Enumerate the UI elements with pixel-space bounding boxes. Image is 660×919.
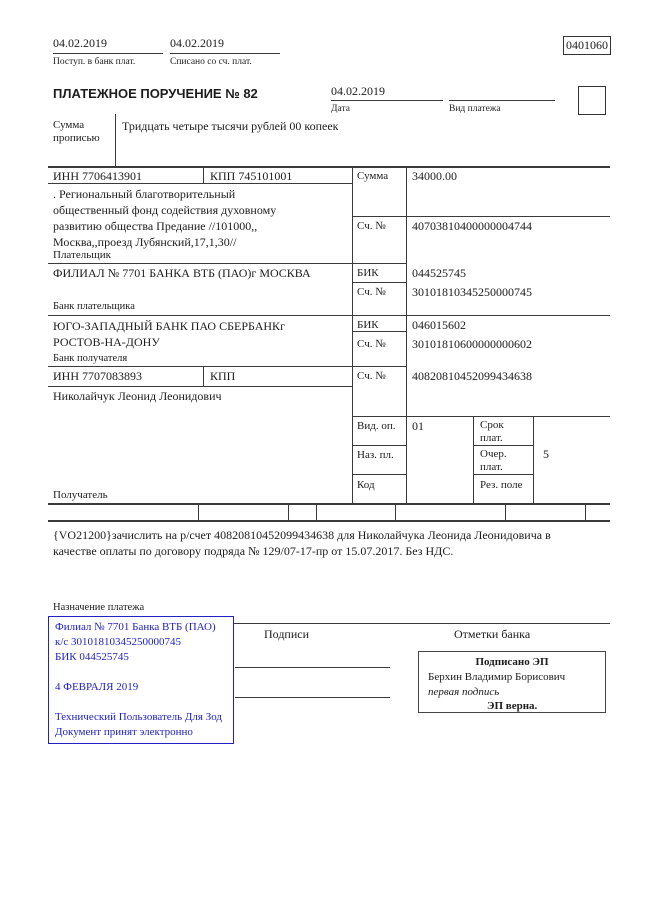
amount-value: 34000.00 [412, 169, 457, 183]
divider [473, 416, 474, 503]
divider [473, 445, 533, 446]
stamp-line [55, 665, 227, 680]
payer-label: Плательщик [53, 249, 111, 261]
purpose-code-label: Наз. пл. [357, 449, 394, 461]
payee-bank-account-label: Сч. № [357, 338, 386, 350]
priority-label: Очер. плат. [480, 448, 507, 473]
payee-bank-bik: 046015602 [412, 318, 466, 332]
received-date: 04.02.2019 [53, 36, 107, 50]
debited-date: 04.02.2019 [170, 36, 224, 50]
divider [316, 503, 317, 520]
signature-line [235, 667, 390, 668]
stamp-line: Филиал № 7701 Банка ВТБ (ПАО) [55, 621, 216, 633]
divider [352, 282, 406, 283]
stamp-line: Технический Пользователь Для Зод [55, 711, 223, 723]
stamp-line: 4 ФЕВРАЛЯ 2019 [55, 681, 139, 693]
payer-bank-label: Банк плательщика [53, 301, 135, 312]
divider [203, 366, 204, 386]
priority-value: 5 [543, 447, 549, 461]
table-bottom-border [48, 520, 610, 522]
divider [352, 445, 406, 446]
date-label: Дата [331, 104, 350, 114]
payer-kpp: КПП 745101001 [210, 169, 293, 183]
payee-account-label: Сч. № [357, 370, 386, 382]
payer-bank-name: ФИЛИАЛ № 7701 БАНКА ВТБ (ПАО)г МОСКВА [53, 266, 311, 280]
op-kind-label: Вид. оп. [357, 420, 396, 432]
bank-acceptance-stamp [48, 616, 234, 744]
divider [395, 503, 396, 520]
payer-name: . Региональный благотворительный общественный фонд содействия духовному развитию общества Предание //101000,, Москва,,проезд Лубянский,17,1,30// [53, 187, 277, 249]
divider [505, 503, 506, 520]
payer-bank-bik: 044525745 [412, 266, 466, 280]
divider [48, 315, 610, 316]
op-kind-value: 01 [412, 419, 424, 433]
purpose-label: Назначение платежа [53, 602, 145, 613]
payee-kpp-label: КПП [210, 369, 236, 383]
payee-account: 40820810452099434638 [412, 369, 532, 383]
amount-words-label: Сумма прописью [53, 119, 100, 144]
divider [352, 216, 610, 217]
e-signature-verified: ЭП верна. [487, 700, 538, 712]
payer-bank-bik-label: БИК [357, 267, 379, 279]
divider [233, 623, 610, 624]
divider [473, 474, 533, 475]
divider [48, 386, 352, 387]
e-signature-title: Подписано ЭП [475, 656, 549, 668]
divider [352, 416, 610, 417]
stamp-line: БИК 044525745 [55, 651, 129, 663]
payee-name: Николайчук Леонид Леонидович [53, 389, 222, 403]
divider [449, 100, 555, 101]
payee-inn: ИНН 7707083893 [53, 369, 142, 383]
divider [203, 166, 204, 183]
payee-bank-account: 30101810600000000602 [412, 337, 532, 351]
e-signature-signer: Берхин Владимир Борисович [428, 671, 566, 683]
divider [406, 166, 407, 503]
code-label: Код [357, 479, 375, 491]
stamp-line: к/с 30101810345250000745 [55, 636, 182, 648]
stamp-line: Документ принят электронно [55, 726, 193, 738]
stamp-line [55, 695, 227, 710]
divider [331, 100, 443, 101]
form-code-box: 0401060 [563, 36, 611, 55]
payer-account-label: Сч. № [357, 220, 386, 232]
divider [198, 503, 199, 520]
e-signature-kind: первая подпись [428, 686, 500, 698]
payee-label: Получатель [53, 489, 108, 501]
bank-marks-label: Отметки банка [454, 627, 531, 641]
payee-bank-label: Банк получателя [53, 353, 128, 364]
amount-label: Сумма [357, 170, 389, 182]
divider [170, 53, 280, 54]
divider [48, 503, 610, 505]
payee-bank-name: ЮГО-ЗАПАДНЫЙ БАНК ПАО СБЕРБАНКг РОСТОВ-НА-ДОНУ [53, 319, 285, 349]
payer-bank-account-label: Сч. № [357, 286, 386, 298]
amount-words-value: Тридцать четыре тысячи рублей 00 копеек [122, 119, 339, 133]
table-top-border [48, 166, 610, 168]
document-title: ПЛАТЕЖНОЕ ПОРУЧЕНИЕ № 82 [53, 86, 258, 101]
divider [115, 114, 116, 167]
payer-inn: ИНН 7706413901 [53, 169, 142, 183]
pay-term-label: Срок плат. [480, 419, 504, 444]
divider [288, 503, 289, 520]
payee-bank-bik-label: БИК [357, 319, 379, 331]
divider [53, 53, 163, 54]
divider [352, 474, 406, 475]
debited-date-label: Списано со сч. плат. [170, 57, 252, 67]
divider [585, 503, 586, 520]
payer-bank-account: 30101810345250000745 [412, 285, 532, 299]
payment-kind-label: Вид платежа [449, 104, 501, 114]
received-date-label: Поступ. в банк плат. [53, 57, 136, 67]
payer-account: 40703810400000004744 [412, 219, 532, 233]
document-date: 04.02.2019 [331, 84, 385, 98]
divider [352, 166, 353, 503]
purpose-text: {VO21200}зачислить на р/счет 40820810452099434638 для Николайчука Леонида Леонидовича в качестве оплаты по договору подряда № 129/07-17-пр от 15.07.2017. Без НДС. [53, 528, 551, 558]
status-box [578, 86, 606, 115]
e-signature-stamp [418, 651, 606, 713]
signature-line [235, 697, 390, 698]
divider [533, 416, 534, 503]
signatures-label: Подписи [264, 627, 310, 641]
reserve-field-label: Рез. поле [480, 479, 523, 491]
